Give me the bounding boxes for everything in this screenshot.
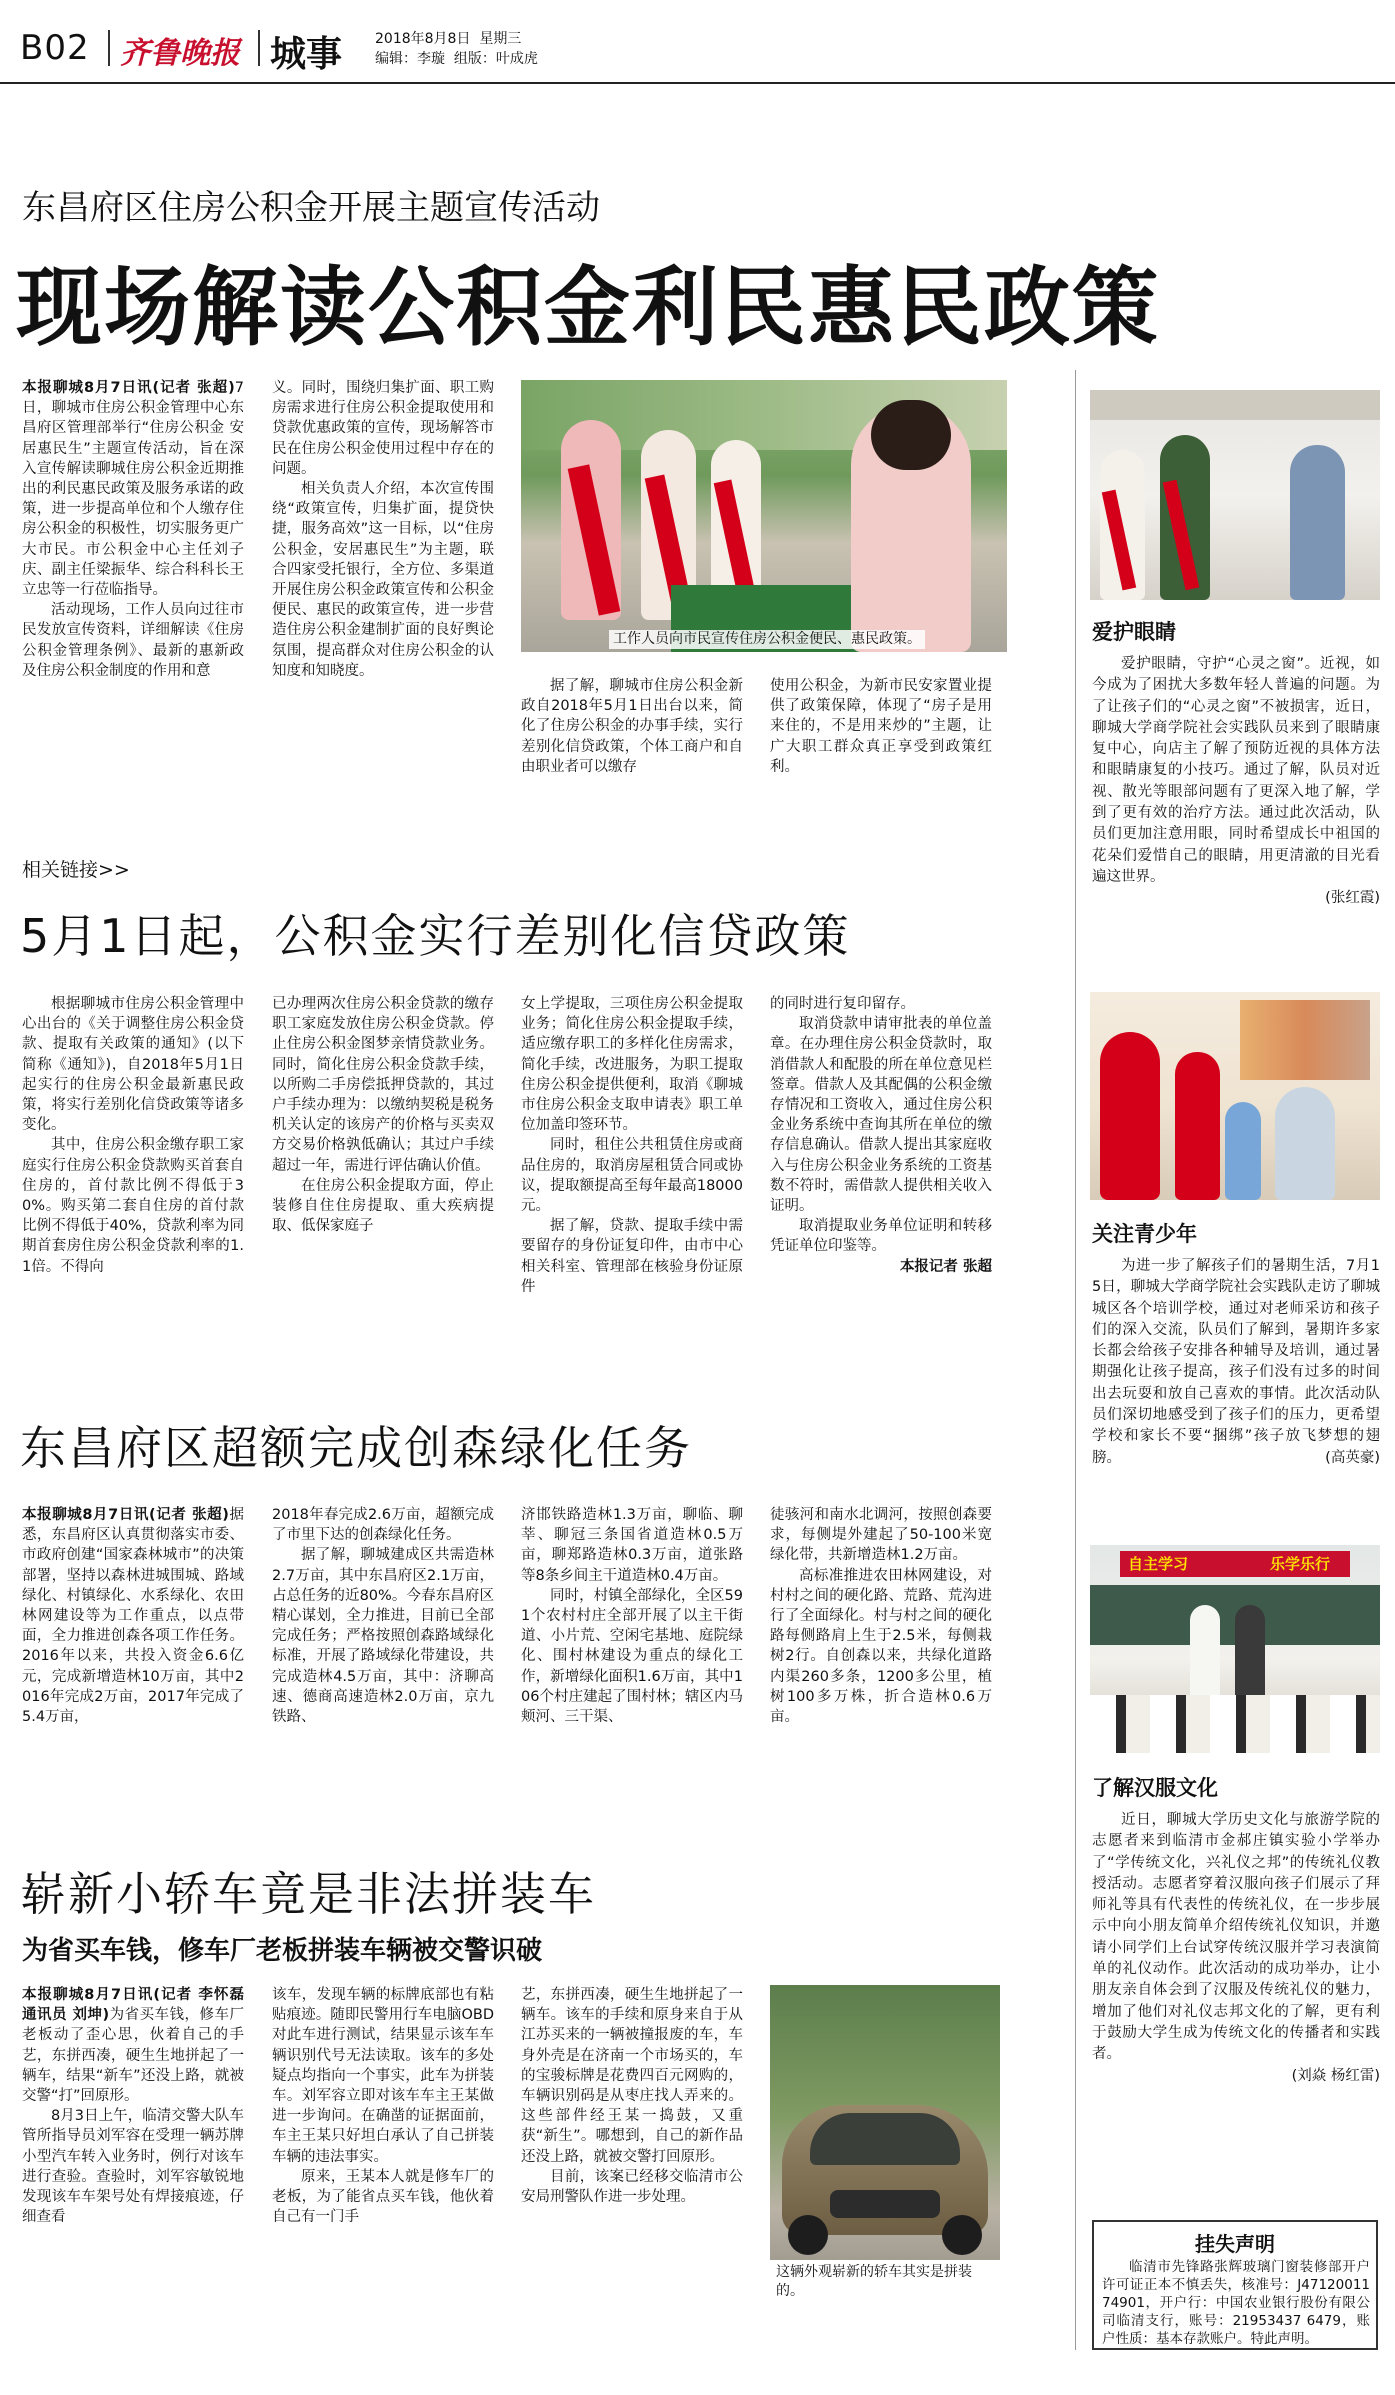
policy-col-4: 的同时进行复印留存。 取消贷款申请审批表的单位盖章。在办理住房公积金贷款时，取消借款人和配股的所在单位意见栏签章。借款人及其配偶的公积金缴存情况和工资收入，通过住房公积金业务系统中查询其所在单位的缴存信息确认。借款人提出其家庭收入与住房公积金业务系统的工资基数不符时，需借款人提供相关收入证明。 取消提取业务单位证明和转移凭证单位印鉴等。 本报记者 张超: [770, 996, 992, 1275]
youth-text: 为进一步了解孩子们的暑期生活，7月15日，聊城大学商学院社会实践队走访了聊城城区各个培训学校，通过对老师采访和孩子们的深入交流，队员们了解到，暑期许多家长都会给孩子安排各种辅导及培训，通过暑期强化让孩子提高，孩子们没有过多的时间出去玩耍和放自己喜欢的事情。此次活动队员们深切地感受到了孩子们的压力，更希望学校和家长不要“捆绑”孩子放飞梦想的翅膀。 (高英豪): [1092, 1258, 1380, 1466]
han-photo: [1090, 1545, 1380, 1753]
lead-col-4: 使用公积金，为新市民安家置业提供了政策保障，体现了“房子是用来住的，不是用来炒的”主题，让广大职工群众真正享受到政策红利。: [770, 678, 992, 775]
policy-col-1: 根据聊城市住房公积金管理中心出台的《关于调整住房公积金贷款、提取有关政策的通知》(以下简称《通知》)，自2018年5月1日起实行的住房公积金最新惠民政策，将实行差别化信贷政策等诸多变化。 其中，住房公积金缴存职工家庭实行住房公积金贷款购买首套自住房的，首付款比例不得低于30%。购买第二套自住房的首付款比例不得低于40%，贷款利率为同期首套房住房公积金贷款利率的1.1倍。不得向: [22, 996, 244, 1275]
car-col-3: 艺，东拼西凑，硬生生地拼起了一辆车。该车的手续和原身来自于从江苏买来的一辆被撞报废的车，车身外壳是在济南一个市场买的，车的宝骏标牌是花费四百元网购的，车辆识别码是从枣庄找人弄来的。这些部件经王某一捣鼓，又重获“新生”。哪想到，自己的新作品还没上路，就被交警打回原形。 目前，该案已经移交临清市公安局刑警队作进一步处理。: [521, 1987, 743, 2206]
person: [1275, 1087, 1335, 1200]
youth-photo: [1090, 992, 1380, 1200]
editor-credit: 编辑：李璇 组版：叶成虎: [375, 51, 538, 67]
lead-col-1: 本报聊城8月7日讯(记者 张超)7日，聊城市住房公积金管理中心东昌府区管理部举行“住房公积金 安居惠民生”主题宣传活动，旨在深入宣传解读聊城住房公积金近期推出的利民惠民政策及服务承诺的政策，进一步提高单位和个人缴存住房公积金的积极性，切实服务更广大市民。市公积金中心主任刘子庆、副主任梁振华、综合科科长王立忠等一行莅临指导。 活动现场，工作人员向过往市民发放宣传资料，详细解读《住房公积金管理条例》、最新的惠新政及住房公积金制度的作用和意: [22, 380, 244, 679]
person: [1100, 1032, 1160, 1200]
lead-photo-caption: 工作人员向市民宣传住房公积金便民、惠民政策。: [609, 630, 925, 649]
policy-col-3: 女上学提取，三项住房公积金提取业务；简化住房公积金提取手续，适应缴存职工的多样化住房需求，简化手续，改进服务，为职工提取住房公积金提供便利，取消《聊城市住房公积金支取申请表》职工单位加盖印签环节。 同时，租住公共租赁住房或商品住房的，取消房屋租赁合同或协议，提取额提高至每年最高18000元。 据了解，贷款、提取手续中需要留存的身份证复印件，由市中心相关科室、管理部在核验身份证原件: [521, 996, 743, 1295]
lead-col-3: 据了解，聊城市住房公积金新政自2018年5月1日出台以来，简化了住房公积金的办事手续，实行差别化信贷政策，个体工商户和自由职业者可以缴存: [521, 678, 743, 775]
child: [1225, 1102, 1261, 1200]
han-text: 近日，聊城大学历史文化与旅游学院的志愿者来到临清市金郝庄镇实验小学举办了“学传统文化，兴礼仪之邦”的传统礼仪教授活动。志愿者穿着汉服向孩子们展示了拜师礼等具有代表性的传统礼仪，在一步步展示中向小朋友简单介绍传统礼仪知识，并邀请小同学们上台试穿传统汉服并学习表演简单的礼仪动作。此次活动的成功举办，让小朋友亲自体会到了汉服及传统礼仪的魅力，增加了他们对礼仪志邦文化的了解，更有利于鼓励大学生成为传统文化的传播者和实践者。 (刘焱 杨红雷): [1092, 1812, 1380, 2084]
lost-notice-box: [1092, 2220, 1378, 2350]
paper-logo: 齐鲁晚报: [120, 36, 240, 71]
car-subhead: 为省买车钱，修车厂老板拼装车辆被交警识破: [22, 1936, 543, 1966]
car-wheel: [788, 2215, 828, 2255]
column-divider: [1075, 370, 1076, 2350]
eye-title: 爱护眼睛: [1092, 620, 1176, 644]
car-wheel: [942, 2215, 982, 2255]
related-link: 相关链接>>: [22, 859, 130, 881]
person: [1290, 445, 1345, 600]
youth-title: 关注青少年: [1092, 1222, 1197, 1246]
car-photo: [770, 1985, 1000, 2305]
green-col-2: 2018年春完成2.6万亩，超额完成了市里下达的创森绿化任务。 据了解，聊城建成区共需造林2.7万亩，其中东昌府区2.1万亩，占总任务的近80%。今春东昌府区精心谋划，全力推进，目前已全部完成任务；严格按照创森路域绿化标准，开展了路域绿化带建设，共完成造林4.5万亩，其中：济聊高速、德商高速造林2.0万亩，京九铁路、: [272, 1507, 494, 1726]
green-col-1: 本报聊城8月7日讯(记者 张超)据悉，东昌府区认真贯彻落实市委、市政府创建“国家森林城市”的决策部署，坚持以森林进城围城、路域绿化、村镇绿化、水系绿化、农田林网建设等为工作重点，以点带面，全力推进创森各项工作任务。2016年以来，共投入资金6.6亿元，完成新增造林10万亩，其中2016年完成2万亩，2017年完成了5.4万亩，: [22, 1507, 245, 1726]
car-photo-caption: 这辆外观崭新的轿车其实是拼装的。: [776, 2264, 972, 2299]
car-grille: [830, 2190, 940, 2218]
person: [1175, 1052, 1220, 1200]
green-headline: 东昌府区超额完成创森绿化任务: [20, 1421, 692, 1475]
lost-notice-title: 挂失声明: [1195, 2232, 1275, 2256]
banner-right: 乐学乐行: [1270, 1555, 1331, 1573]
issue-date: 2018年8月8日 星期三: [375, 31, 522, 47]
banner-left: 自主学习: [1128, 1555, 1189, 1573]
eye-photo: [1090, 390, 1380, 600]
divider: [258, 30, 260, 66]
car-windshield: [810, 2113, 960, 2165]
lost-notice-text: 临清市先锋路张辉玻璃门窗装修部开户许可证正本不慎丢失，核准号：J4712001174901，开户行：中国农业银行股份有限公司临清支行，账号：21953437 6479，账户性质：基本存款账户。特此声明。: [1102, 2259, 1370, 2347]
divider: [108, 30, 110, 66]
page-number: B02: [20, 28, 90, 68]
wall-art: [1240, 1000, 1370, 1080]
car-col-2: 该车，发现车辆的标牌底部也有粘贴痕迹。随即民警用行车电脑OBD对此车进行测试，结果显示该车车辆识别代号无法读取。该车的多处疑点均指向一个事实，此车为拼装车。刘军容立即对该车车主王某做进一步询问。在确凿的证据面前，车主王某只好坦白承认了自己拼装车辆的违法事实。 原来，王某本人就是修车厂的老板，为了能省点买车钱，他伙着自己有一门手: [272, 1987, 494, 2226]
car-col-1: 本报聊城8月7日讯(记者 李怀磊 通讯员 刘坤)为省买车钱，修车厂老板动了歪心思，伙着自己的手艺，东拼西凑，硬生生地拼起了一辆车，结果“新车”还没上路，就被交警“打”回原形。 8月3日上午，临清交警大队车管所指导员刘军容在受理一辆苏牌小型汽车转入业务时，例行对该车进行查验。查验时，刘军容敏锐地发现该车车架号处有焊接痕迹，仔细查看: [22, 1987, 244, 2226]
han-title: 了解汉服文化: [1092, 1776, 1218, 1800]
green-col-4: 徒骇河和南水北调河，按照创森要求，每侧堤外建起了50-100米宽绿化带，共新增造林1.2万亩。 高标准推进农田林网建设，对村村之间的硬化路、荒路、荒沟进行了全面绿化。村与村之间的硬化路每侧路肩上生于2.5米，每侧栽树2行。自创森以来，共绿化道路内渠260多条，1200多公里，植树100多万株，折合造林0.6万亩。: [770, 1507, 992, 1726]
section-title: 城事: [270, 34, 343, 75]
green-col-3: 济邯铁路造林1.3万亩，聊临、聊莘、聊冠三条国省道造林0.5万亩，聊郑路造林0.3万亩，道张路等8条乡间主干道造林0.4万亩。 同时，村镇全部绿化，全区591个农村村庄全部开展了以主干街道、小片荒、空闲宅基地、庭院绿化、围村林建设为重点的绿化工作，新增绿化面积1.6万亩，其中106个村庄建起了围村林；辖区内马颊河、三干渠、: [521, 1507, 743, 1726]
lead-headline: 现场解读公积金利民惠民政策: [16, 258, 1160, 358]
lead-kicker: 东昌府区住房公积金开展主题宣传活动: [22, 188, 600, 228]
students: [1090, 1695, 1380, 1753]
lead-col-2: 义。同时，围绕归集扩面、职工购房需求进行住房公积金提取使用和贷款优惠政策的宣传，现场解答市民在住房公积金使用过程中存在的问题。 相关负责人介绍，本次宣传围绕“政策宣传，归集扩面，提贷快捷，服务高效”这一目标，以“住房公积金，安居惠民生”为主题，联合四家受托银行，全方位、多渠道开展住房公积金政策宣传和公积金便民、惠民的政策宣传，进一步营造住房公积金建制扩面的良好舆论氛围，提高群众对住房公积金的认知度和知晓度。: [272, 380, 494, 679]
policy-headline: 5月1日起，公积金实行差别化信贷政策: [20, 909, 851, 963]
eye-text: 爱护眼睛，守护“心灵之窗”。近视，如今成为了困扰大多数年轻人普遍的问题。为了让孩子们的“心灵之窗”不被损害，近日，聊城大学商学院社会实践队员来到了眼睛康复中心，向店主了解了预防近视的具体方法和眼睛康复的小技巧。通过了解，队员对近视、散光等眼部问题有了更深入地了解，学到了更有效的治疗方法。通过此次活动，队员们更加注意用眼，同时希望成长中祖国的花朵们爱惜自己的眼睛，用更清澈的目光看遍这世界。 (张红霞): [1092, 656, 1380, 907]
visitor-hair: [871, 400, 951, 470]
policy-col-2: 已办理两次住房公积金贷款的缴存职工家庭发放住房公积金贷款。停止住房公积金图梦亲情贷款业务。同时，简化住房公积金贷款手续，以所购二手房偿抵押贷款的，其过户手续办理为：以缴纳契税是税务机关认定的该房产的价格与买卖双方交易价格孰低确认；其过户手续超过一年，需进行评估确认价值。 在住房公积金提取方面，停止装修自住住房提取、重大疾病提取、低保家庭子: [272, 996, 494, 1235]
lead-photo: [521, 380, 1007, 652]
car-headline: 崭新小轿车竟是非法拼装车: [20, 1867, 596, 1921]
shelf: [1090, 390, 1380, 420]
header-rule: [0, 82, 1395, 84]
